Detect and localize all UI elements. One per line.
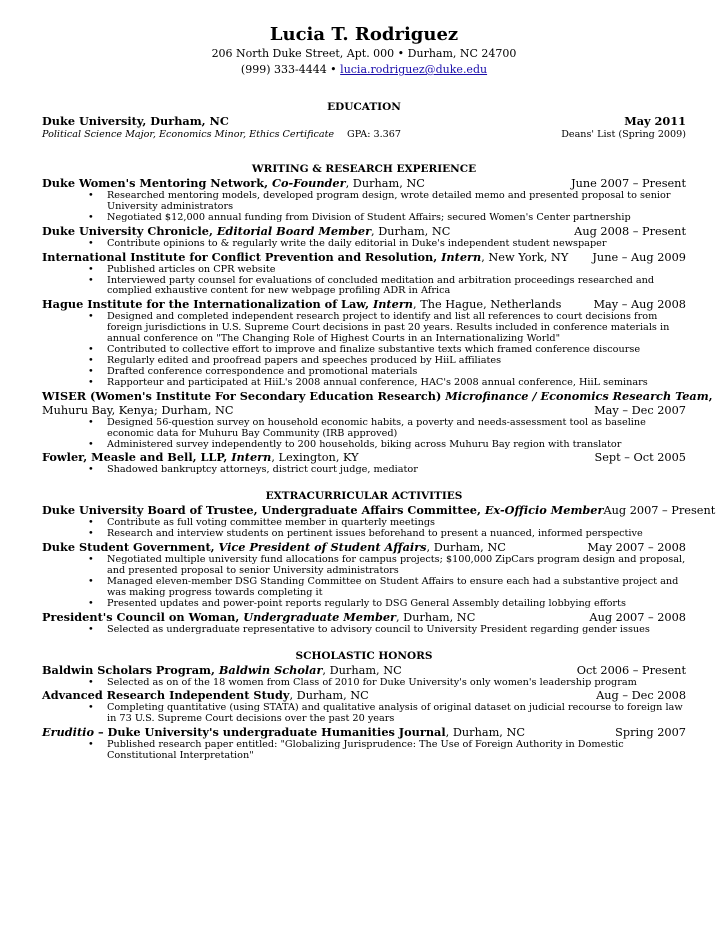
org: – Duke University's undergraduate Humanities Journal (94, 725, 446, 740)
entry-header (42, 610, 686, 625)
date: May – Dec 2007 (594, 403, 686, 417)
bullet: • Designed 56-question survey on household economic habits, a poverty and needs-assessment tool as baseline economic data for Muhuru Bay Community (IRB approved) (107, 418, 686, 440)
bullet: • Negotiated $12,000 annual funding from Division of Student Affairs; secured Women's Center partnership (107, 213, 686, 224)
org: Hague Institute for the Internationalization of Law, (42, 297, 373, 312)
entry-header (42, 503, 716, 518)
role: Intern (441, 249, 482, 264)
entry-header (42, 450, 686, 465)
entry-header-line2 (42, 404, 686, 418)
location: , Lexington, KY (271, 451, 359, 465)
org: Baldwin Scholars Program, (42, 662, 219, 677)
org: President's Council on Woman, (42, 609, 244, 624)
entry-header (42, 663, 686, 678)
resume-page (42, 0, 716, 762)
location: , The Hague, Netherlands (413, 298, 562, 312)
entry-header (42, 688, 686, 703)
role: Microfinance / Economics Research Team (445, 388, 709, 403)
role: Undergraduate Member (243, 609, 396, 624)
entry-header (42, 176, 686, 191)
bullet: • Presented updates and power-point reports regularly to DSG General Assembly detailing lobbying efforts (107, 599, 686, 610)
org: Advanced Research Independent Study (42, 688, 290, 703)
entry-header (42, 725, 686, 740)
school: Duke University, Durham, NC (42, 114, 229, 128)
email-link[interactable]: lucia.rodriguez@duke.edu (340, 63, 488, 76)
section-writing-title: WRITING & RESEARCH EXPERIENCE (251, 163, 477, 175)
date: June 2007 – Present (571, 177, 686, 190)
address-line: 206 North Duke Street, Apt. 000 • Durham, NC 24700 (211, 47, 517, 60)
org: Duke Women's Mentoring Network, (42, 176, 272, 190)
location: , Durham, NC (289, 689, 369, 703)
bullet: • Research and interview students on pertinent issues beforehand to present a nuanced, informed perspective (107, 529, 686, 540)
location: , Durham, NC (445, 726, 526, 740)
role: Ex-Officio Member (484, 503, 604, 518)
phone: (999) 333-4444 • (240, 63, 341, 76)
deans-list: Deans' List (Spring 2009) (561, 129, 686, 140)
date: Aug 2007 – Present (603, 504, 716, 518)
org: Fowler, Measle and Bell, LLP, (42, 450, 232, 465)
org: WISER (Women's Institute For Secondary Education Research) (42, 388, 446, 403)
bullet: • Designed and completed independent research project to identify and list all references to court decisions from foreign jurisdictions in U.S. Supreme Court decisions in past 20 years. Results included in conference materials in annual conference on "The Changing Role of Highest Courts in an Internationalizing World" (107, 312, 686, 345)
date: June – Aug 2009 (592, 250, 686, 264)
bullet: • Negotiated multiple university fund allocations for campus projects; $100,000 ZipCars program design and proposal, and presented proposal to senior University administrators (107, 555, 686, 577)
entry-header (42, 224, 686, 239)
bullet: • Published articles on CPR website (107, 265, 686, 276)
role: Vice President of Student Affairs (218, 540, 427, 555)
role: Editorial Board Member (216, 223, 372, 238)
bullet: • Drafted conference correspondence and promotional materials (107, 367, 686, 378)
honors-entries (42, 663, 686, 763)
location: , Durham, NC (322, 663, 402, 677)
org: Duke University Board of Trustee, Undergraduate Affairs Committee, (42, 503, 485, 518)
date: Aug 2008 – Present (574, 224, 686, 238)
education-details (42, 128, 686, 142)
bullet: • Regularly edited and proofread papers and speeches produced by HiiL affiliates (107, 356, 686, 367)
location: , Durham, NC (395, 610, 476, 624)
role: Co-Founder (271, 176, 346, 190)
date: Oct 2006 – Present (576, 663, 686, 677)
bullet: • Managed eleven-member DSG Standing Committee on Student Affairs to ensure each had a substantive project and was making progress towards completing it (107, 577, 686, 599)
bullet: • Completing quantitative (using STATA) and qualitative analysis of original dataset on judicial recourse to foreign law in 73 U.S. Supreme Court decisions over the past 20 years (107, 703, 686, 725)
bullet: • Selected as on of the 18 women from Class of 2010 for Duke University's only women's leadership program (107, 678, 686, 689)
graduation-date: May 2011 (624, 114, 686, 128)
bullet: • Contribute opinions to & regularly write the daily editorial in Duke's independent student newspaper (107, 239, 686, 250)
entry-header (42, 250, 686, 265)
role: Eruditio (42, 725, 95, 740)
org: Duke University Chronicle, (42, 223, 217, 238)
role: Intern (372, 297, 414, 312)
location: , Durham, NC (371, 224, 451, 238)
bullet: • Published research paper entitled: "Globalizing Jurisprudence: The Use of Foreign Authority in Domestic Constitutional Interpretation" (107, 740, 686, 762)
location: , (708, 388, 713, 403)
bullet: • Contribute as full voting committee member in quarterly meetings (107, 518, 686, 529)
date: May 2007 – 2008 (587, 541, 686, 555)
applicant-name: Lucia T. Rodriguez (269, 24, 459, 45)
entry-header (42, 388, 713, 404)
date: May – Aug 2008 (593, 298, 686, 312)
bullet: • Selected as undergraduate representative to advisory council to University President regarding gender issues (107, 625, 686, 636)
bullet: • Shadowed bankruptcy attorneys, district court judge, mediator (107, 465, 686, 476)
location: , Durham, NC (345, 177, 425, 190)
bullet: • Contributed to collective effort to improve and finalize substantive texts which framed conference discourse (107, 345, 686, 356)
location: Muhuru Bay, Kenya; Durham, NC (42, 403, 234, 417)
bullet: • Rapporteur and participated at HiiL's 2008 annual conference, HAC's 2008 annual conference, HiiL seminars (107, 378, 686, 389)
education-row (42, 114, 686, 128)
major: Political Science Major, Economics Minor, Ethics Certificate (42, 129, 335, 140)
date: Sept – Oct 2005 (594, 451, 686, 465)
org: Duke Student Government, (42, 540, 219, 555)
entry-header (42, 540, 686, 555)
role: Baldwin Scholar (218, 662, 323, 677)
bullet: • Administered survey independently to 200 households, biking across Muhuru Bay region with translator (107, 440, 686, 451)
location: , Durham, NC (426, 541, 506, 555)
date: Aug 2007 – 2008 (589, 610, 686, 624)
resume-header (42, 24, 686, 78)
gpa: GPA: 3.367 (347, 129, 401, 140)
entry-header (42, 297, 686, 312)
section-honors-title: SCHOLASTIC HONORS (295, 649, 433, 662)
org: International Institute for Conflict Prevention and Resolution, (42, 249, 442, 264)
section-education-title: EDUCATION (327, 101, 401, 113)
bullet: • Interviewed party counsel for evaluations of concluded meditation and arbitration proceedings researched and complied exhaustive content for new webpage profiling ADR in Africa (107, 276, 686, 298)
contact-line (42, 62, 686, 78)
bullet: • Researched mentoring models, developed program design, wrote detailed memo and presented proposal to senior University administrators (107, 191, 686, 213)
location: , New York, NY (481, 250, 569, 264)
section-extracurricular-title: EXTRACURRICULAR ACTIVITIES (265, 490, 463, 503)
writing-entries (42, 176, 713, 476)
extracurricular-entries (42, 503, 716, 635)
date: Spring 2007 (615, 726, 686, 740)
date: Aug – Dec 2008 (596, 689, 686, 703)
role: Intern (231, 450, 272, 465)
